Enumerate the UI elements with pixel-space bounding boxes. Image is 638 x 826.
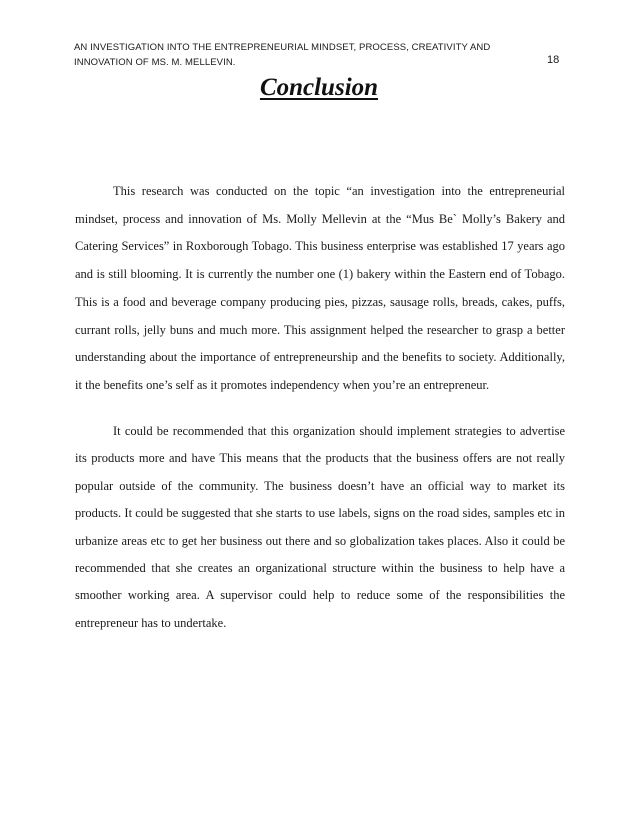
running-header: AN INVESTIGATION INTO THE ENTREPRENEURIAL MINDSET, PROCESS, CREATIVITY AND INNOVATION OF MS. M. MELLEVIN. <box>74 42 491 68</box>
page-title: Conclusion <box>259 74 379 101</box>
page-number: 18 <box>547 54 560 66</box>
paragraph-recommendations: It could be recommended that this organization should implement strategies to advertise its products more and have This means that the products that the business offers are not really popular outside of the community. The business doesn’t have an official way to market its products. It could be suggested that she starts to use labels, signs on the road sides, samples etc in urbanize areas etc to get her business out there and so globalization takes places. Also it could be recommended that she creates an organizational structure within the business to help have a smoother working area. A supervisor could help to reduce some of the responsibilities the entrepreneur has to undertake. <box>75 424 565 630</box>
paragraph-research-summary: This research was conducted on the topic “an investigation into the entrepreneurial mindset, process and innovation of Ms. Molly Mellevin at the “Mus Be` Molly’s Bakery and Catering Services” in Roxborough Tobago. This business enterprise was established 17 years ago and is still blooming. It is currently the number one (1) bakery within the Eastern end of Tobago. This is a food and beverage company producing pies, pizzas, sausage rolls, breads, cakes, puffs, currant rolls, jelly buns and much more. This assignment helped the researcher to grasp a better understanding about the importance of entrepreneurship and the benefits to society. Additionally, it the benefits one’s self as it promotes independency when you’re an entrepreneur. <box>75 184 565 392</box>
